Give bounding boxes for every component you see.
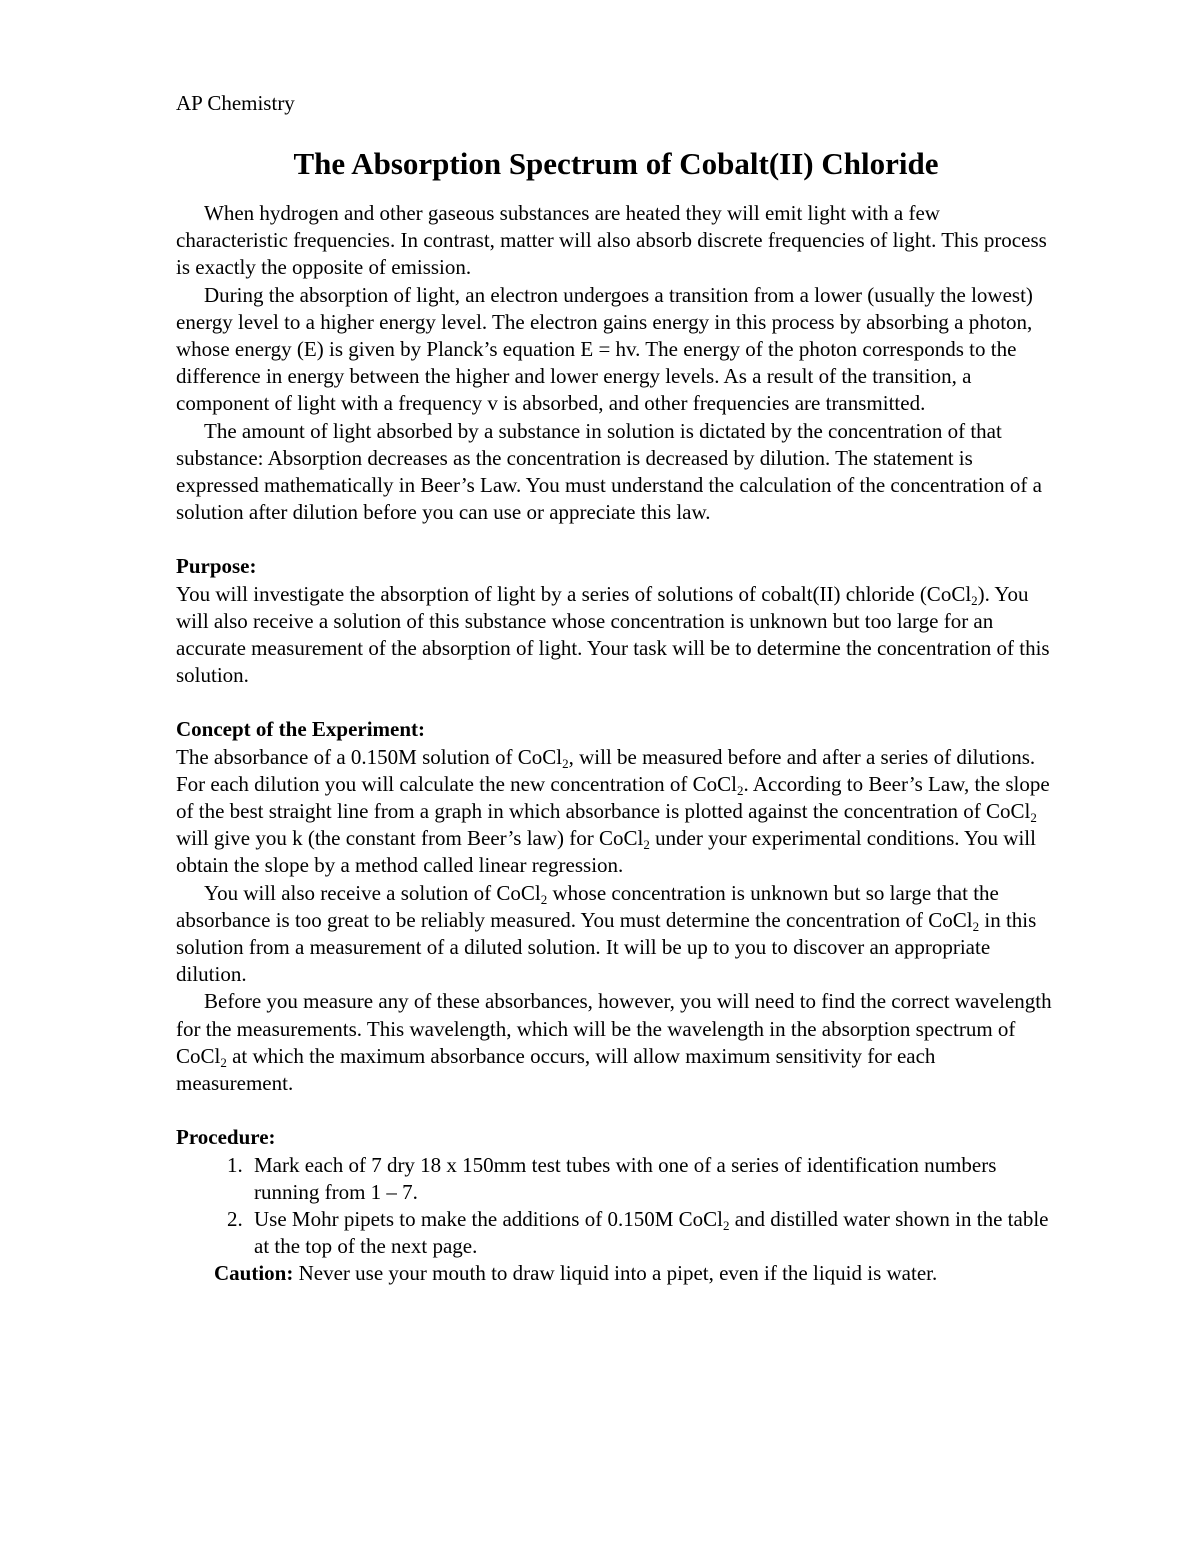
caution-note — [176, 1260, 1056, 1287]
concept-text: You will also receive a solution of CoCl — [204, 880, 541, 905]
concept-text: in this solution from a measurement of a diluted solution. It will be up to you to discover an appropriate dilution. — [176, 907, 1037, 987]
course-label: AP Chemistry — [176, 91, 295, 115]
purpose-heading: Purpose: — [176, 554, 257, 579]
concept-text: , will be measured before and after a series of dilutions. For each dilution you will calculate the new concentration of CoCl — [176, 744, 1036, 796]
concept-heading: Concept of the Experiment: — [176, 717, 426, 742]
document-title: The Absorption Spectrum of Cobalt(II) Chloride — [293, 146, 939, 181]
concept-text: whose concentration is unknown but so large that the absorbance is too great to be reliably measured. You must determine the concentration of CoCl — [176, 880, 999, 932]
concept-paragraph-1 — [176, 744, 1056, 880]
step-text: and distilled water shown in the table at the top of the next page. — [254, 1206, 1049, 1259]
concept-text: . According to Beer’s Law, the slope of the best straight line from a graph in which absorbance is plotted against the concentration of CoCl — [176, 771, 1050, 824]
concept-text: The absorbance of a 0.150M solution of CoCl — [176, 744, 563, 769]
purpose-paragraph — [176, 581, 1056, 690]
intro-paragraph-1: When hydrogen and other gaseous substances are heated they will emit light with a few characteristic frequencies. In contrast, matter will also absorb discrete frequencies of light. This process is exactly the opposite of emission. — [176, 201, 1047, 280]
procedure-heading: Procedure: — [176, 1125, 276, 1150]
procedure-steps — [176, 1152, 1056, 1261]
concept-text: Before you measure any of these absorbances, however, you will need to find the correct wavelength for the measurements. This wavelength, which will be the wavelength in the absorption spectrum of CoCl — [176, 989, 1052, 1068]
concept-text: will give you k (the constant from Beer’s law) for CoCl — [176, 826, 644, 851]
subscript: 2 — [643, 837, 650, 853]
step-text: Use Mohr pipets to make the additions of 0.150M CoCl — [254, 1206, 723, 1231]
subscript: 2 — [737, 782, 744, 798]
concept-paragraph-3 — [176, 988, 1056, 1097]
subscript: 2 — [220, 1054, 227, 1070]
subscript: 2 — [562, 755, 569, 771]
caution-text: Never use your mouth to draw liquid into a pipet, even if the liquid is water. — [293, 1261, 938, 1286]
concept-paragraph-2 — [176, 880, 1056, 989]
concept-text: at which the maximum absorbance occurs, will allow maximum sensitivity for each measurement. — [176, 1043, 936, 1096]
purpose-text-1: You will investigate the absorption of light by a series of solutions of cobalt(II) chloride (CoCl — [176, 581, 972, 606]
concept-text: under your experimental conditions. You will obtain the slope by a method called linear regression. — [176, 826, 1036, 878]
caution-label: Caution: — [214, 1261, 294, 1286]
subscript: 2 — [722, 1217, 730, 1233]
subscript: 2 — [971, 592, 978, 608]
intro-paragraph-3: The amount of light absorbed by a substance in solution is dictated by the concentration of that substance: Absorption decreases as the concentration is decreased by dilution. The statement is expressed mathematically in Beer’s Law. You must understand the calculation of the concentration of a solution after dilution before you can use or appreciate this law. — [176, 418, 1042, 525]
purpose-text-2: ). You will also receive a solution of this substance whose concentration is unknown but too large for an accurate measurement of the absorption of light. Your task will be to determine the concentration of this solution. — [176, 581, 1050, 688]
subscript: 2 — [972, 918, 980, 934]
intro-paragraph-2: During the absorption of light, an electron undergoes a transition from a lower (usually the lowest) energy level to a higher energy level. The electron gains energy in this process by absorbing a photon, whose energy (E) is given by Planck’s equation E = hv. The energy of the photon corresponds to the difference in energy between the higher and lower energy levels. As a result of the transition, a component of light with a frequency v is absorbed, and other frequencies are transmitted. — [176, 282, 1033, 416]
procedure-step-1: 1. Mark each of 7 dry 18 x 150mm test tubes with one of a series of identification numbers running from 1 – 7. — [248, 1152, 1056, 1206]
subscript: 2 — [1030, 810, 1037, 826]
procedure-step-2 — [248, 1206, 1056, 1260]
document-page — [176, 86, 1056, 1288]
subscript: 2 — [540, 891, 548, 907]
